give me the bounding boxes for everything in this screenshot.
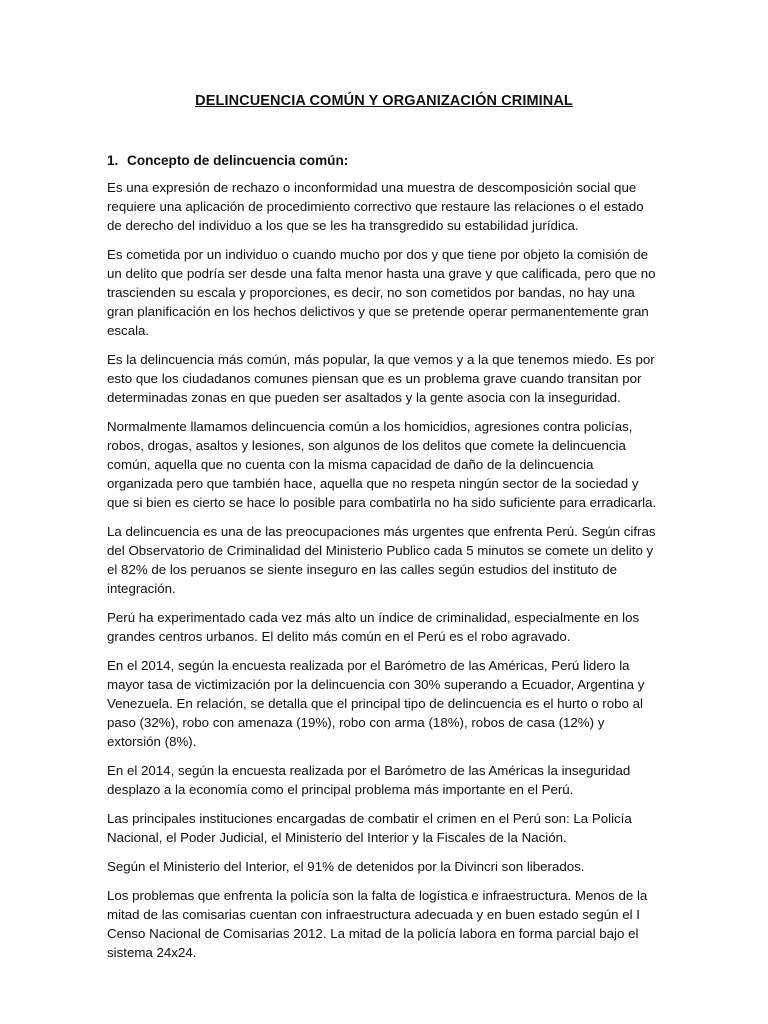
paragraph-10: Según el Ministerio del Interior, el 91% de detenidos por la Divincri son liberados. xyxy=(107,859,585,874)
section-heading xyxy=(107,153,661,168)
paragraph-7: En el 2014, según la encuesta realizada por el Barómetro de las Américas, Perú lidero la mayor tasa de victimización por la delincuencia con 30% superando a Ecuador, Argentina y Venezuela. En relación, se detalla que el principal tipo de delincuencia es el hurto o robo al paso (32%), robo con amenaza (19%), robo con arma (18%), robos de casa (12%) y extorsión (8%). xyxy=(107,658,645,749)
paragraph-8: En el 2014, según la encuesta realizada por el Barómetro de las Américas la inseguridad desplazo a la economía como el principal problema más importante en el Perú. xyxy=(107,763,631,797)
paragraph-3: Es la delincuencia más común, más popular, la que vemos y a la que tenemos miedo. Es por esto que los ciudadanos comunes piensan que es un problema grave cuando transitan por determinadas zonas en que pueden ser asaltados y la gente asocia con la inseguridad. xyxy=(107,352,655,405)
paragraph-9: Las principales instituciones encargadas de combatir el crimen en el Perú son: La Policía Nacional, el Poder Judicial, el Ministerio del Interior y la Fiscales de la Nación. xyxy=(107,811,632,845)
paragraph-5: La delincuencia es una de las preocupaciones más urgentes que enfrenta Perú. Según cifras del Observatorio de Criminalidad del Ministerio Publico cada 5 minutos se comete un delito y el 82% de los peruanos se siente inseguro en las calles según estudios del instituto de integración. xyxy=(107,524,656,596)
section-number: 1. xyxy=(107,153,119,168)
section-heading-text: Concepto de delincuencia común: xyxy=(127,153,349,168)
document-title: DELINCUENCIA COMÚN Y ORGANIZACIÓN CRIMINAL xyxy=(195,93,573,109)
paragraph-1: Es una expresión de rechazo o inconformidad una muestra de descomposición social que requiere una aplicación de procedimiento correctivo que restaure las relaciones o el estado de derecho del individuo a los que se les ha transgredido su estabilidad jurídica. xyxy=(107,180,644,233)
paragraph-4: Normalmente llamamos delincuencia común a los homicidios, agresiones contra policías, robos, drogas, asaltos y lesiones, son algunos de los delitos que comete la delincuencia común, aquella que no cuenta con la misma capacidad de daño de la delincuencia organizada pero que también hace, aquella que no respeta ningún sector de la sociedad y que si bien es cierto se hace lo posible para combatirla no ha sido suficiente para erradicarla. xyxy=(107,419,657,510)
paragraph-2: Es cometida por un individuo o cuando mucho por dos y que tiene por objeto la comisión de un delito que podría ser desde una falta menor hasta una grave y que calificada, pero que no trascienden su escala y proporciones, es decir, no son cometidos por bandas, no hay una gran planificación en los hechos delictivos y que se pretende operar permanentemente gran escala. xyxy=(107,247,656,338)
paragraph-11: Los problemas que enfrenta la policía son la falta de logística e infraestructura. Menos de la mitad de las comisarias cuentan con infraestructura adecuada y en buen estado según el I Censo Nacional de Comisarias 2012. La mitad de la policía labora en forma parcial bajo el sistema 24x24. xyxy=(107,888,648,960)
paragraph-6: Perú ha experimentado cada vez más alto un índice de criminalidad, especialmente en los grandes centros urbanos. El delito más común en el Perú es el robo agravado. xyxy=(107,610,640,644)
